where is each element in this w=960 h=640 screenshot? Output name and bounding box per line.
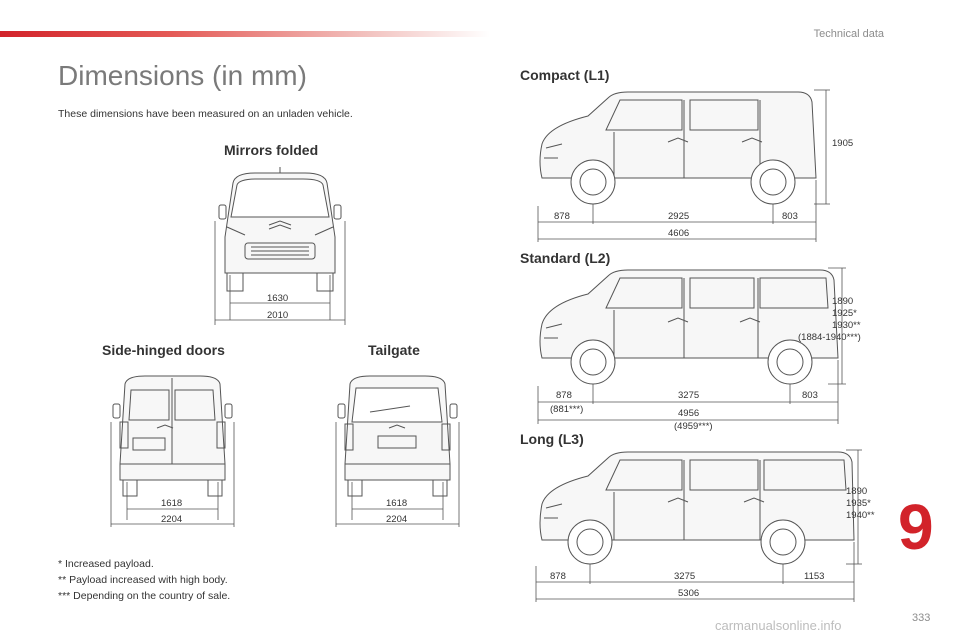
dim-standard-front: 878 xyxy=(556,390,572,401)
dim-compact-front: 878 xyxy=(554,211,570,222)
heading-side-hinged-doors: Side-hinged doors xyxy=(102,342,225,358)
page-title: Dimensions (in mm) xyxy=(58,60,307,91)
dim-rear-side-width: 2204 xyxy=(161,514,183,525)
dim-standard-length: 4956 xyxy=(678,408,700,419)
dim-rear-tailgate-width: 2204 xyxy=(386,514,408,525)
header-accent-bar xyxy=(0,31,490,37)
footnote-2: ** Payload increased with high body. xyxy=(58,574,228,586)
dim-standard-front-alt: (881***) xyxy=(550,404,584,415)
heading-compact-l1: Compact (L1) xyxy=(520,67,610,83)
dim-rear-tailgate-track: 1618 xyxy=(386,498,408,509)
page-number: 333 xyxy=(912,612,931,624)
footnote-3: *** Depending on the country of sale. xyxy=(58,590,231,602)
dim-standard-rear: 803 xyxy=(802,390,818,401)
long-side-view-diagram xyxy=(528,446,883,606)
heading-long-l3: Long (L3) xyxy=(520,431,584,447)
dim-compact-rear: 803 xyxy=(782,211,798,222)
footnotes xyxy=(58,556,230,604)
rear-side-doors-diagram xyxy=(105,372,240,532)
dim-standard-height-2: 1925* xyxy=(832,308,857,319)
heading-tailgate: Tailgate xyxy=(368,342,420,358)
dim-compact-length: 4606 xyxy=(668,228,690,239)
dim-standard-height-3: 1930** xyxy=(832,320,861,331)
dim-compact-wheelbase: 2925 xyxy=(668,211,690,222)
chapter-number: 9 xyxy=(898,491,934,563)
dim-long-front: 878 xyxy=(550,571,566,582)
dim-front-width: 2010 xyxy=(267,310,289,321)
heading-mirrors-folded: Mirrors folded xyxy=(224,142,319,158)
dim-long-rear: 1153 xyxy=(804,571,825,582)
front-view-diagram xyxy=(205,165,355,330)
dim-standard-wheelbase: 3275 xyxy=(678,390,700,401)
heading-standard-l2: Standard (L2) xyxy=(520,250,611,266)
compact-side-view-diagram xyxy=(528,86,858,246)
dim-rear-side-track: 1618 xyxy=(161,498,183,509)
dim-long-length: 5306 xyxy=(678,588,700,599)
dim-long-wheelbase: 3275 xyxy=(674,571,696,582)
standard-side-view-diagram xyxy=(528,264,883,439)
dim-standard-height-1: 1890 xyxy=(832,296,854,307)
footnote-1: * Increased payload. xyxy=(58,558,154,570)
watermark-text: carmanualsonline.info xyxy=(715,618,842,633)
dim-standard-length-alt: (4959***) xyxy=(674,421,713,432)
dim-compact-height: 1905 xyxy=(832,138,854,149)
section-label: Technical data xyxy=(813,28,884,40)
intro-text: These dimensions have been measured on an unladen vehicle. xyxy=(58,108,353,120)
dim-long-height-3: 1940** xyxy=(846,510,875,521)
dim-standard-height-4: (1884-1940***) xyxy=(798,332,861,343)
dim-front-track: 1630 xyxy=(267,293,289,304)
dim-long-height-1: 1890 xyxy=(846,486,868,497)
rear-tailgate-diagram xyxy=(330,372,465,532)
dim-long-height-2: 1935* xyxy=(846,498,871,509)
